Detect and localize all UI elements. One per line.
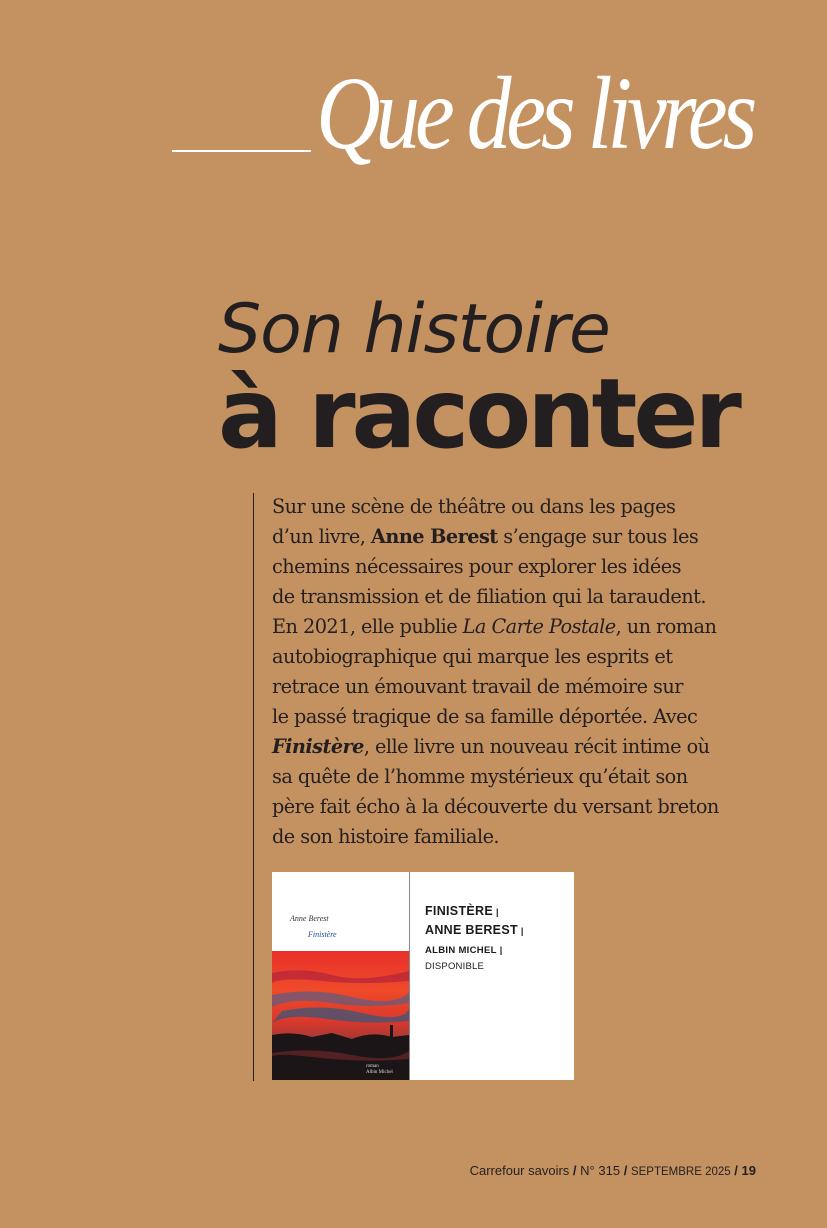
book-title-reference: Finistère <box>272 735 364 758</box>
article-text: , elle livre un nouveau récit intime où <box>363 735 710 758</box>
book-availability: DISPONIBLE <box>425 961 485 972</box>
book-title-reference: La Carte Postale <box>462 615 616 638</box>
article-line: de son histoire familiale. <box>272 825 500 848</box>
separator: | <box>499 945 503 955</box>
article-line: sa quête de l’homme mystérieux qu’était son <box>272 765 688 788</box>
book-author-row <box>425 921 524 940</box>
cover-sunset-image <box>272 951 409 1080</box>
headline-line-2: à raconter <box>218 358 738 470</box>
separator: | <box>495 907 499 917</box>
cover-publisher: Albin Michel <box>366 1070 393 1075</box>
article-line <box>272 612 752 642</box>
article-line: de transmission et de filiation qui la taraudent. <box>272 585 706 608</box>
article-line: le passé tragique de sa famille déportée. Avec <box>272 705 698 728</box>
section-title: Que des livres <box>311 62 752 166</box>
article-text: En 2021, elle publie <box>272 615 463 638</box>
footer-separator: / <box>572 1163 577 1178</box>
cover-title: Finistère <box>308 930 337 939</box>
book-title: FINISTÈRE <box>425 904 493 918</box>
book-title-row <box>425 902 524 921</box>
article-line <box>272 732 752 762</box>
author-name: Anne Berest <box>370 525 498 548</box>
page-footer <box>470 1163 756 1178</box>
issue-number: N° 315 <box>580 1163 621 1178</box>
book-author: ANNE BEREST <box>425 923 518 937</box>
article-line: père fait écho à la découverte du versant breton <box>272 795 719 818</box>
book-cover <box>272 872 410 1080</box>
book-info <box>425 902 524 973</box>
article-body <box>272 492 752 852</box>
footer-separator: / <box>734 1163 738 1178</box>
separator: | <box>520 926 524 936</box>
cover-genre: roman <box>366 1064 379 1069</box>
article-line: retrace un émouvant travail de mémoire sur <box>272 675 683 698</box>
magazine-name: Carrefour savoirs <box>469 1163 570 1178</box>
book-publisher-row <box>425 940 524 961</box>
article-text: d’un livre, <box>272 525 371 548</box>
article-vertical-rule <box>253 493 254 1081</box>
cover-author: Anne Berest <box>290 914 329 923</box>
article-line: Sur une scène de théâtre ou dans les pages <box>272 495 676 518</box>
issue-date: SEPTEMBRE 2025 <box>630 1166 731 1178</box>
book-publisher: ALBIN MICHEL <box>425 945 497 956</box>
article-line <box>272 522 752 552</box>
page-number: 19 <box>741 1163 756 1178</box>
article-text: , un roman <box>615 615 717 638</box>
footer-separator: / <box>623 1163 628 1178</box>
headline-line-1: Son histoire <box>218 290 610 369</box>
cover-publisher-block <box>366 1064 393 1076</box>
article-text: s’engage sur tous les <box>497 525 699 548</box>
article-line: autobiographique qui marque les esprits et <box>272 645 673 668</box>
article-line: chemins nécessaires pour explorer les idées <box>272 555 681 578</box>
book-card <box>272 872 574 1080</box>
